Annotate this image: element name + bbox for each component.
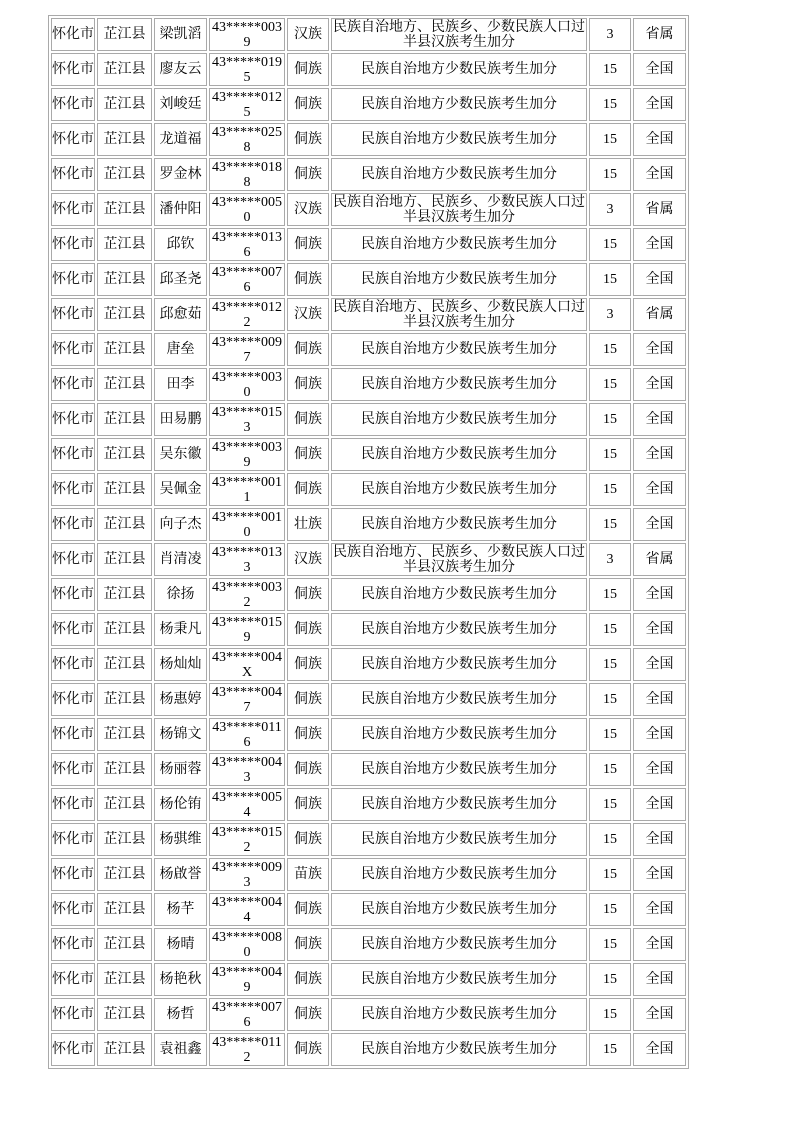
ethnicity-cell: 汉族 xyxy=(287,193,329,226)
ethnicity-cell: 侗族 xyxy=(287,928,329,961)
county-cell: 芷江县 xyxy=(97,438,152,471)
records-table-body xyxy=(51,18,686,1066)
bonus-policy-cell: 民族自治地方少数民族考生加分 xyxy=(331,998,587,1031)
scope-cell: 全国 xyxy=(633,753,686,786)
bonus-policy-cell: 民族自治地方少数民族考生加分 xyxy=(331,718,587,751)
points-cell: 15 xyxy=(589,263,631,296)
table-row xyxy=(51,788,686,821)
bonus-policy-cell: 民族自治地方少数民族考生加分 xyxy=(331,893,587,926)
student-name-cell: 杨惠婷 xyxy=(154,683,207,716)
table-row xyxy=(51,893,686,926)
student-name-cell: 徐扬 xyxy=(154,578,207,611)
county-cell: 芷江县 xyxy=(97,998,152,1031)
exam-id-cell: 43*****0076 xyxy=(209,998,285,1031)
scope-cell: 全国 xyxy=(633,123,686,156)
student-name-cell: 潘仲阳 xyxy=(154,193,207,226)
table-row xyxy=(51,928,686,961)
scope-cell: 全国 xyxy=(633,403,686,436)
points-cell: 15 xyxy=(589,718,631,751)
ethnicity-cell: 侗族 xyxy=(287,788,329,821)
exam-id-cell: 43*****0093 xyxy=(209,858,285,891)
bonus-policy-cell: 民族自治地方少数民族考生加分 xyxy=(331,578,587,611)
bonus-policy-cell: 民族自治地方少数民族考生加分 xyxy=(331,368,587,401)
city-cell: 怀化市 xyxy=(51,193,95,226)
scope-cell: 全国 xyxy=(633,263,686,296)
table-row xyxy=(51,368,686,401)
table-row xyxy=(51,998,686,1031)
scope-cell: 全国 xyxy=(633,963,686,996)
exam-id-cell: 43*****004X xyxy=(209,648,285,681)
county-cell: 芷江县 xyxy=(97,263,152,296)
exam-id-cell: 43*****0011 xyxy=(209,473,285,506)
bonus-policy-cell: 民族自治地方少数民族考生加分 xyxy=(331,613,587,646)
points-cell: 15 xyxy=(589,368,631,401)
table-row xyxy=(51,823,686,856)
scope-cell: 全国 xyxy=(633,858,686,891)
exam-id-cell: 43*****0043 xyxy=(209,753,285,786)
ethnicity-cell: 侗族 xyxy=(287,683,329,716)
bonus-policy-cell: 民族自治地方少数民族考生加分 xyxy=(331,1033,587,1066)
ethnicity-cell: 侗族 xyxy=(287,88,329,121)
bonus-policy-cell: 民族自治地方少数民族考生加分 xyxy=(331,438,587,471)
points-cell: 15 xyxy=(589,788,631,821)
bonus-policy-cell: 民族自治地方少数民族考生加分 xyxy=(331,263,587,296)
points-cell: 15 xyxy=(589,88,631,121)
table-row xyxy=(51,18,686,51)
county-cell: 芷江县 xyxy=(97,88,152,121)
ethnicity-cell: 侗族 xyxy=(287,123,329,156)
table-row xyxy=(51,858,686,891)
city-cell: 怀化市 xyxy=(51,823,95,856)
table-row xyxy=(51,298,686,331)
city-cell: 怀化市 xyxy=(51,18,95,51)
points-cell: 15 xyxy=(589,53,631,86)
scope-cell: 全国 xyxy=(633,893,686,926)
exam-id-cell: 43*****0195 xyxy=(209,53,285,86)
points-cell: 15 xyxy=(589,158,631,191)
table-row xyxy=(51,578,686,611)
exam-id-cell: 43*****0136 xyxy=(209,228,285,261)
points-cell: 15 xyxy=(589,683,631,716)
ethnicity-cell: 侗族 xyxy=(287,368,329,401)
bonus-policy-cell: 民族自治地方少数民族考生加分 xyxy=(331,928,587,961)
county-cell: 芷江县 xyxy=(97,123,152,156)
student-name-cell: 向子杰 xyxy=(154,508,207,541)
ethnicity-cell: 侗族 xyxy=(287,998,329,1031)
student-name-cell: 杨芊 xyxy=(154,893,207,926)
exam-id-cell: 43*****0133 xyxy=(209,543,285,576)
points-cell: 15 xyxy=(589,963,631,996)
table-row xyxy=(51,193,686,226)
exam-id-cell: 43*****0116 xyxy=(209,718,285,751)
city-cell: 怀化市 xyxy=(51,508,95,541)
points-cell: 15 xyxy=(589,998,631,1031)
city-cell: 怀化市 xyxy=(51,473,95,506)
bonus-policy-cell: 民族自治地方、民族乡、少数民族人口过半县汉族考生加分 xyxy=(333,544,585,575)
table-row xyxy=(51,718,686,751)
ethnicity-cell: 汉族 xyxy=(287,543,329,576)
county-cell: 芷江县 xyxy=(97,368,152,401)
ethnicity-cell: 壮族 xyxy=(287,508,329,541)
ethnicity-cell: 汉族 xyxy=(287,18,329,51)
table-row xyxy=(51,263,686,296)
city-cell: 怀化市 xyxy=(51,683,95,716)
ethnicity-cell: 侗族 xyxy=(287,263,329,296)
scope-cell: 全国 xyxy=(633,788,686,821)
ethnicity-cell: 苗族 xyxy=(287,858,329,891)
bonus-policy-cell: 民族自治地方少数民族考生加分 xyxy=(331,228,587,261)
student-name-cell: 袁祖鑫 xyxy=(154,1033,207,1066)
table-row xyxy=(51,158,686,191)
student-name-cell: 龙道福 xyxy=(154,123,207,156)
scope-cell: 全国 xyxy=(633,928,686,961)
city-cell: 怀化市 xyxy=(51,998,95,1031)
student-name-cell: 廖友云 xyxy=(154,53,207,86)
student-name-cell: 邱钦 xyxy=(154,228,207,261)
student-name-cell: 杨锦文 xyxy=(154,718,207,751)
table-row xyxy=(51,123,686,156)
ethnicity-cell: 侗族 xyxy=(287,893,329,926)
city-cell: 怀化市 xyxy=(51,753,95,786)
county-cell: 芷江县 xyxy=(97,893,152,926)
exam-id-cell: 43*****0153 xyxy=(209,403,285,436)
county-cell: 芷江县 xyxy=(97,508,152,541)
student-name-cell: 杨哲 xyxy=(154,998,207,1031)
county-cell: 芷江县 xyxy=(97,298,152,331)
ethnicity-cell: 侗族 xyxy=(287,648,329,681)
city-cell: 怀化市 xyxy=(51,438,95,471)
points-cell: 15 xyxy=(589,648,631,681)
points-cell: 15 xyxy=(589,578,631,611)
exam-id-cell: 43*****0054 xyxy=(209,788,285,821)
exam-id-cell: 43*****0032 xyxy=(209,578,285,611)
exam-id-cell: 43*****0112 xyxy=(209,1033,285,1066)
county-cell: 芷江县 xyxy=(97,858,152,891)
points-cell: 15 xyxy=(589,753,631,786)
county-cell: 芷江县 xyxy=(97,403,152,436)
county-cell: 芷江县 xyxy=(97,543,152,576)
bonus-policy-cell: 民族自治地方少数民族考生加分 xyxy=(331,963,587,996)
points-cell: 15 xyxy=(589,893,631,926)
county-cell: 芷江县 xyxy=(97,683,152,716)
city-cell: 怀化市 xyxy=(51,788,95,821)
scope-cell: 全国 xyxy=(633,228,686,261)
scope-cell: 全国 xyxy=(633,333,686,366)
scope-cell: 省属 xyxy=(633,193,686,226)
ethnicity-cell: 侗族 xyxy=(287,963,329,996)
student-name-cell: 田李 xyxy=(154,368,207,401)
city-cell: 怀化市 xyxy=(51,298,95,331)
points-cell: 3 xyxy=(589,193,631,226)
scope-cell: 全国 xyxy=(633,613,686,646)
student-name-cell: 罗金林 xyxy=(154,158,207,191)
scope-cell: 全国 xyxy=(633,998,686,1031)
scope-cell: 省属 xyxy=(633,298,686,331)
bonus-policy-cell: 民族自治地方少数民族考生加分 xyxy=(331,53,587,86)
exam-id-cell: 43*****0047 xyxy=(209,683,285,716)
county-cell: 芷江县 xyxy=(97,823,152,856)
city-cell: 怀化市 xyxy=(51,543,95,576)
scope-cell: 全国 xyxy=(633,508,686,541)
exam-id-cell: 43*****0039 xyxy=(209,18,285,51)
points-cell: 15 xyxy=(589,508,631,541)
ethnicity-cell: 侗族 xyxy=(287,753,329,786)
student-name-cell: 吴东徽 xyxy=(154,438,207,471)
scope-cell: 全国 xyxy=(633,578,686,611)
exam-id-cell: 43*****0039 xyxy=(209,438,285,471)
city-cell: 怀化市 xyxy=(51,893,95,926)
bonus-policy-cell: 民族自治地方少数民族考生加分 xyxy=(331,473,587,506)
city-cell: 怀化市 xyxy=(51,123,95,156)
ethnicity-cell: 侗族 xyxy=(287,578,329,611)
exam-id-cell: 43*****0152 xyxy=(209,823,285,856)
scope-cell: 全国 xyxy=(633,648,686,681)
county-cell: 芷江县 xyxy=(97,963,152,996)
points-cell: 15 xyxy=(589,123,631,156)
table-row xyxy=(51,53,686,86)
student-name-cell: 梁凯滔 xyxy=(154,18,207,51)
exam-id-cell: 43*****0080 xyxy=(209,928,285,961)
bonus-policy-cell: 民族自治地方少数民族考生加分 xyxy=(331,88,587,121)
county-cell: 芷江县 xyxy=(97,613,152,646)
county-cell: 芷江县 xyxy=(97,718,152,751)
bonus-policy-cell: 民族自治地方、民族乡、少数民族人口过半县汉族考生加分 xyxy=(333,19,585,50)
exam-id-cell: 43*****0030 xyxy=(209,368,285,401)
exam-id-cell: 43*****0044 xyxy=(209,893,285,926)
ethnicity-cell: 侗族 xyxy=(287,613,329,646)
county-cell: 芷江县 xyxy=(97,788,152,821)
exam-id-cell: 43*****0258 xyxy=(209,123,285,156)
county-cell: 芷江县 xyxy=(97,648,152,681)
student-name-cell: 邱愈茹 xyxy=(154,298,207,331)
ethnicity-cell: 侗族 xyxy=(287,403,329,436)
student-name-cell: 杨啟誉 xyxy=(154,858,207,891)
table-row xyxy=(51,613,686,646)
table-row xyxy=(51,543,686,576)
table-row xyxy=(51,963,686,996)
points-cell: 3 xyxy=(589,18,631,51)
bonus-policy-cell: 民族自治地方少数民族考生加分 xyxy=(331,683,587,716)
city-cell: 怀化市 xyxy=(51,333,95,366)
table-row xyxy=(51,1033,686,1066)
table-row xyxy=(51,228,686,261)
city-cell: 怀化市 xyxy=(51,963,95,996)
exam-id-cell: 43*****0050 xyxy=(209,193,285,226)
points-cell: 15 xyxy=(589,823,631,856)
ethnicity-cell: 侗族 xyxy=(287,718,329,751)
student-name-cell: 杨秉凡 xyxy=(154,613,207,646)
bonus-policy-cell: 民族自治地方少数民族考生加分 xyxy=(331,788,587,821)
exam-id-cell: 43*****0122 xyxy=(209,298,285,331)
points-cell: 3 xyxy=(589,298,631,331)
city-cell: 怀化市 xyxy=(51,158,95,191)
exam-id-cell: 43*****0159 xyxy=(209,613,285,646)
city-cell: 怀化市 xyxy=(51,858,95,891)
ethnicity-cell: 侗族 xyxy=(287,473,329,506)
county-cell: 芷江县 xyxy=(97,18,152,51)
county-cell: 芷江县 xyxy=(97,53,152,86)
city-cell: 怀化市 xyxy=(51,718,95,751)
ethnicity-cell: 侗族 xyxy=(287,333,329,366)
scope-cell: 全国 xyxy=(633,53,686,86)
county-cell: 芷江县 xyxy=(97,753,152,786)
scope-cell: 省属 xyxy=(633,543,686,576)
points-cell: 3 xyxy=(589,543,631,576)
city-cell: 怀化市 xyxy=(51,1033,95,1066)
county-cell: 芷江县 xyxy=(97,158,152,191)
county-cell: 芷江县 xyxy=(97,928,152,961)
exam-id-cell: 43*****0049 xyxy=(209,963,285,996)
city-cell: 怀化市 xyxy=(51,403,95,436)
points-cell: 15 xyxy=(589,333,631,366)
scope-cell: 全国 xyxy=(633,368,686,401)
county-cell: 芷江县 xyxy=(97,228,152,261)
table-row xyxy=(51,753,686,786)
bonus-policy-cell: 民族自治地方少数民族考生加分 xyxy=(331,858,587,891)
city-cell: 怀化市 xyxy=(51,928,95,961)
student-name-cell: 杨丽蓉 xyxy=(154,753,207,786)
table-row xyxy=(51,683,686,716)
ethnicity-cell: 侗族 xyxy=(287,228,329,261)
exam-id-cell: 43*****0010 xyxy=(209,508,285,541)
student-name-cell: 杨艳秋 xyxy=(154,963,207,996)
table-row xyxy=(51,403,686,436)
points-cell: 15 xyxy=(589,438,631,471)
student-name-cell: 杨晴 xyxy=(154,928,207,961)
city-cell: 怀化市 xyxy=(51,53,95,86)
city-cell: 怀化市 xyxy=(51,613,95,646)
student-name-cell: 刘峻廷 xyxy=(154,88,207,121)
city-cell: 怀化市 xyxy=(51,368,95,401)
student-name-cell: 杨伦铕 xyxy=(154,788,207,821)
scope-cell: 全国 xyxy=(633,683,686,716)
scope-cell: 全国 xyxy=(633,718,686,751)
scope-cell: 省属 xyxy=(633,18,686,51)
county-cell: 芷江县 xyxy=(97,473,152,506)
ethnicity-cell: 侗族 xyxy=(287,1033,329,1066)
scope-cell: 全国 xyxy=(633,88,686,121)
county-cell: 芷江县 xyxy=(97,193,152,226)
points-cell: 15 xyxy=(589,228,631,261)
points-cell: 15 xyxy=(589,858,631,891)
bonus-policy-cell: 民族自治地方少数民族考生加分 xyxy=(331,508,587,541)
table-row xyxy=(51,508,686,541)
city-cell: 怀化市 xyxy=(51,578,95,611)
student-name-cell: 邱圣尧 xyxy=(154,263,207,296)
scope-cell: 全国 xyxy=(633,158,686,191)
exam-id-cell: 43*****0125 xyxy=(209,88,285,121)
points-cell: 15 xyxy=(589,403,631,436)
bonus-policy-cell: 民族自治地方少数民族考生加分 xyxy=(331,648,587,681)
ethnicity-cell: 汉族 xyxy=(287,298,329,331)
city-cell: 怀化市 xyxy=(51,648,95,681)
student-name-cell: 杨灿灿 xyxy=(154,648,207,681)
exam-id-cell: 43*****0097 xyxy=(209,333,285,366)
bonus-policy-cell: 民族自治地方少数民族考生加分 xyxy=(331,158,587,191)
table-row xyxy=(51,473,686,506)
table-row xyxy=(51,88,686,121)
county-cell: 芷江县 xyxy=(97,333,152,366)
student-name-cell: 田易鹏 xyxy=(154,403,207,436)
bonus-policy-cell: 民族自治地方少数民族考生加分 xyxy=(331,403,587,436)
city-cell: 怀化市 xyxy=(51,263,95,296)
points-cell: 15 xyxy=(589,613,631,646)
bonus-policy-cell: 民族自治地方少数民族考生加分 xyxy=(331,823,587,856)
student-name-cell: 肖清凌 xyxy=(154,543,207,576)
points-cell: 15 xyxy=(589,473,631,506)
scope-cell: 全国 xyxy=(633,823,686,856)
city-cell: 怀化市 xyxy=(51,228,95,261)
ethnicity-cell: 侗族 xyxy=(287,53,329,86)
scope-cell: 全国 xyxy=(633,473,686,506)
table-row xyxy=(51,438,686,471)
bonus-policy-cell: 民族自治地方少数民族考生加分 xyxy=(331,753,587,786)
bonus-policy-cell: 民族自治地方少数民族考生加分 xyxy=(331,333,587,366)
county-cell: 芷江县 xyxy=(97,578,152,611)
exam-id-cell: 43*****0188 xyxy=(209,158,285,191)
bonus-records-table xyxy=(48,15,689,1069)
exam-id-cell: 43*****0076 xyxy=(209,263,285,296)
bonus-policy-cell: 民族自治地方少数民族考生加分 xyxy=(331,123,587,156)
county-cell: 芷江县 xyxy=(97,1033,152,1066)
student-name-cell: 唐垒 xyxy=(154,333,207,366)
city-cell: 怀化市 xyxy=(51,88,95,121)
ethnicity-cell: 侗族 xyxy=(287,823,329,856)
ethnicity-cell: 侗族 xyxy=(287,158,329,191)
scope-cell: 全国 xyxy=(633,438,686,471)
scope-cell: 全国 xyxy=(633,1033,686,1066)
ethnicity-cell: 侗族 xyxy=(287,438,329,471)
table-row xyxy=(51,333,686,366)
bonus-policy-cell: 民族自治地方、民族乡、少数民族人口过半县汉族考生加分 xyxy=(333,299,585,330)
points-cell: 15 xyxy=(589,928,631,961)
table-row xyxy=(51,648,686,681)
bonus-policy-cell: 民族自治地方、民族乡、少数民族人口过半县汉族考生加分 xyxy=(333,194,585,225)
student-name-cell: 吴佩金 xyxy=(154,473,207,506)
points-cell: 15 xyxy=(589,1033,631,1066)
student-name-cell: 杨骐维 xyxy=(154,823,207,856)
